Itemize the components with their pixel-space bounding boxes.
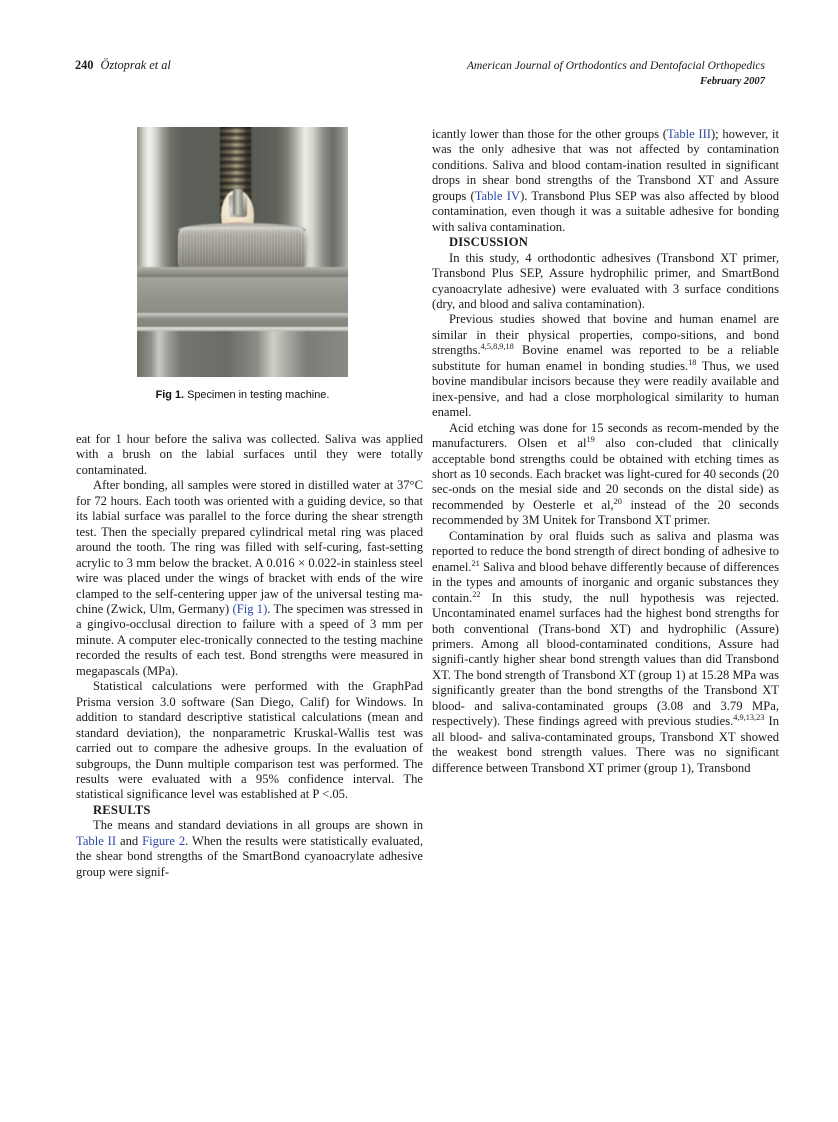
citation-ref-22[interactable]: 22 [472,589,481,599]
paragraph-discussion-3-text-b: also con-cluded that clinically acceptable bond strengths could be obtained with etching times as short as 10 seconds. Each bracket was light-cured for 40 seconds (20 sec-onds on the mesial side and 20 seconds on the distal side) as recommended by Oesterle et al, [432,436,779,512]
machine-floor [137,331,348,377]
paragraph-discussion-4 [432,529,779,776]
xref-table-4[interactable]: Table IV [474,188,521,203]
paragraph-discussion-2-text-b: Bovine enamel was reported to be a reliable substitute for human enamel in bonding studies. [432,343,779,373]
machine-base-highlight [137,313,348,319]
citation-ref-4-5-8-9-18[interactable]: 4,5,8,9,18 [480,342,514,352]
paragraph-statistics-text: Statistical calculations were performed with the GraphPad Prisma version 3.0 software (San Diego, Calif) for Windows. In addition to standard descriptive statistical calculations (mean and standard deviation), the nonparametric Kruskal-Wallis test was carried out to compare the adhesive groups. In the evaluation of subgroups, the Dunn multiple comparison test was performed. The results were evaluated with a 95% confidence interval. The statistical significance level was established at P <.05. [76,679,423,802]
paragraph-bonding-text-b: . The specimen was stressed in a gingivo-occlusal direction to failure with a speed of 3 mm per minute. A computer elec-tronically connected to the testing machine recorded the results of each test. Bond strengths were measured in megapascals (MPa). [76,601,423,678]
paragraph-discussion-1 [432,251,779,313]
running-head-authors: Öztoprak et al [100,58,171,72]
paragraph-discussion-4-text-a: Contamination by oral fluids such as saliva and plasma was reported to reduce the bond strength of direct bonding of adhesive to enamel. [432,528,779,574]
paragraph-results-cont-text-a: icantly lower than those for the other groups ( [432,127,667,141]
paragraph-discussion-1-text: In this study, 4 orthodontic adhesives (Transbond XT primer, Transbond Plus SEP, Assure hydrophilic primer, and SmartBond cyanoacrylate adhesive) were evaluated with 3 surface conditions (dry, and blood and saliva contamination). [432,250,779,311]
citation-ref-18[interactable]: 18 [688,357,697,367]
heading-discussion: DISCUSSION [449,235,528,250]
running-head-left [75,58,171,73]
paragraph-results [76,818,423,880]
journal-title: American Journal of Orthodontics and Dentofacial Orthopedics [466,59,765,72]
xref-figure-2[interactable]: Figure 2 [142,833,186,848]
heading-results: RESULTS [93,802,151,817]
paragraph-results-text-b: . When the results were statistically evaluated, the shear bond strengths of the SmartBond cyanoacrylate adhesive group were signif- [76,833,424,879]
citation-ref-20[interactable]: 20 [613,496,622,506]
paragraph-bonding [76,478,423,679]
paragraph-discussion-3-text-c: instead of the 20 seconds recommended by 3M Unitek for Transbond XT primer. [432,497,779,528]
citation-ref-4-9-13-23[interactable]: 4,9,13,23 [733,713,765,723]
paragraph-results-text-a: The means and standard deviations in all groups are shown in [93,818,423,833]
running-head-right [467,58,765,89]
xref-table-2[interactable]: Table II [76,833,117,848]
citation-ref-19[interactable]: 19 [586,434,595,444]
paragraph-discussion-4-text-b: Saliva and blood behave differently because of differences in the types and amounts of inorganic and organic substances they contain. [432,559,779,605]
figure-1 [137,127,348,401]
paragraph-discussion-2-text-a: Previous studies showed that bovine and human enamel are similar in their physical properties, compo-sitions, and bond strengths. [432,312,779,358]
paragraph-discussion-3-text-a: Acid etching was done for 15 seconds as recom-mended by the manufacturers. Olsen et al [432,420,779,451]
paragraph-discussion-4-text-d: In all blood- and saliva-contaminated groups, Transbond XT showed the weakest bond strength values. There was no significant difference between Transbond XT primer (group 1), Transbond [432,714,780,775]
paragraph-results-cont-text-c: ). Transbond Plus SEP was also affected by blood contamination, even though it was a suitable adhesive for bonding with saliva contamination. [432,188,779,234]
left-column [76,432,423,880]
paragraph-results-continued [432,127,779,235]
running-head [75,58,765,102]
paragraph-results-text-mid: and [116,833,143,848]
paragraph-saliva-text: eat for 1 hour before the saliva was collected. Saliva was applied with a brush on the labial surfaces until they were totally contaminated. [76,432,423,477]
figure-1-caption [137,389,348,401]
paragraph-discussion-2 [432,312,779,420]
page-number: 240 [75,58,94,72]
xref-fig-1[interactable]: (Fig 1) [232,601,268,616]
testing-blade [233,189,243,215]
figure-1-photo [137,127,348,377]
figure-1-caption-label: Fig 1. [155,389,185,401]
paragraph-bonding-text-a: After bonding, all samples were stored in distilled water at 37°C for 72 hours. Each tooth was oriented with a guiding device, so that its labial surface was parallel to the force during the shear strength test. Then the specially prepared cylindrical metal ring was placed around the tooth. The ring was filled with self-curing, fast-setting acrylic to 3 mm below the bracket. A 0.016 × 0.022-in stainless steel wire was placed under the wings of bracket with ends of the wire clamped to the self-centering upper jaw of the universal testing ma-chine (Zwick, Ulm, Germany) [76,478,423,616]
figure-1-caption-text: Specimen in testing machine. [187,389,330,401]
xref-table-3[interactable]: Table III [666,127,711,141]
paragraph-statistics [76,679,423,803]
right-column [432,127,779,776]
journal-issue-date: February 2007 [699,75,765,87]
paragraph-results-cont-text-b: ); however, it was the only adhesive that was not affected by contamination conditions. Saliva and blood contam-ination resulted in significant drops in shear bond strengths of the Transbond XT and Assure groups ( [432,127,779,203]
paragraph-saliva [76,432,423,478]
citation-ref-21[interactable]: 21 [471,558,480,568]
paragraph-discussion-4-text-c: In this study, the null hypothesis was rejected. Uncontaminated enamel surfaces had the highest bond strengths for both conventional (Trans-bond XT) and hydrophilic (Assure) primers. Among all blood-contaminated conditions, Assure had signifi-cantly higher shear bond strength values than did Transbond XT. The bond strength of Transbond XT (group 1) at 15.28 MPa was significantly greater than the bond strengths of the Transbond XT blood- and saliva-contaminated groups (3.08 and 3.79 MPa, respectively). These findings agreed with previous studies. [432,590,780,729]
paragraph-discussion-2-text-c: Thus, we used bovine mandibular incisors because they were readily available and inex-pensive, and had a close morphological similarity to human enamel. [432,358,779,420]
paragraph-discussion-3 [432,421,779,529]
